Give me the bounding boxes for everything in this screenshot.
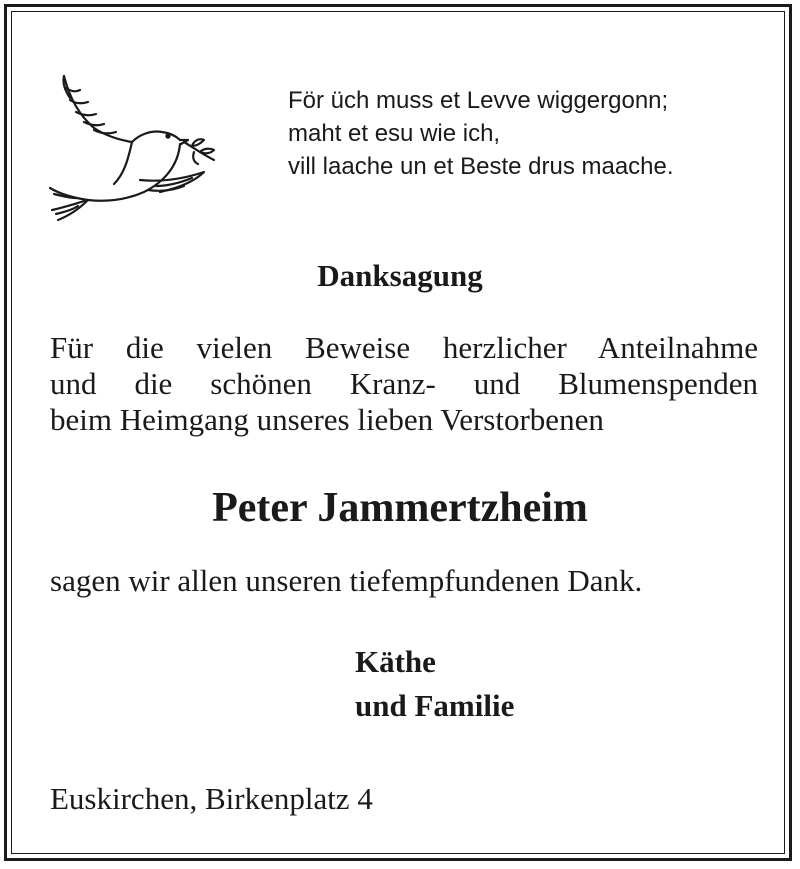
body-line: beim Heimgang unseres lieben Verstorbenen: [50, 402, 604, 437]
verse: [288, 84, 674, 183]
body-line: und die schönen Kranz- und Blumenspenden: [50, 366, 758, 401]
heading: Danksagung: [317, 258, 483, 293]
signature: [355, 640, 514, 728]
verse-line: För üch muss et Levve wiggergonn;: [288, 87, 669, 114]
address: Euskirchen, Birkenplatz 4: [50, 781, 373, 816]
body-paragraph: [50, 330, 758, 438]
signature-line: Käthe: [355, 644, 436, 679]
dove-with-olive-branch-icon: [44, 70, 224, 222]
verse-line: maht et esu wie ich,: [288, 120, 501, 147]
verse-line: vill laache un et Beste drus maache.: [288, 153, 674, 180]
signature-line: und Familie: [355, 688, 515, 723]
body-line: Für die vielen Beweise herzlicher Anteilnahme: [50, 330, 758, 365]
thanks-line: sagen wir allen unseren tiefempfundenen Dank.: [50, 563, 643, 598]
deceased-name: Peter Jammertzheim: [212, 485, 588, 531]
